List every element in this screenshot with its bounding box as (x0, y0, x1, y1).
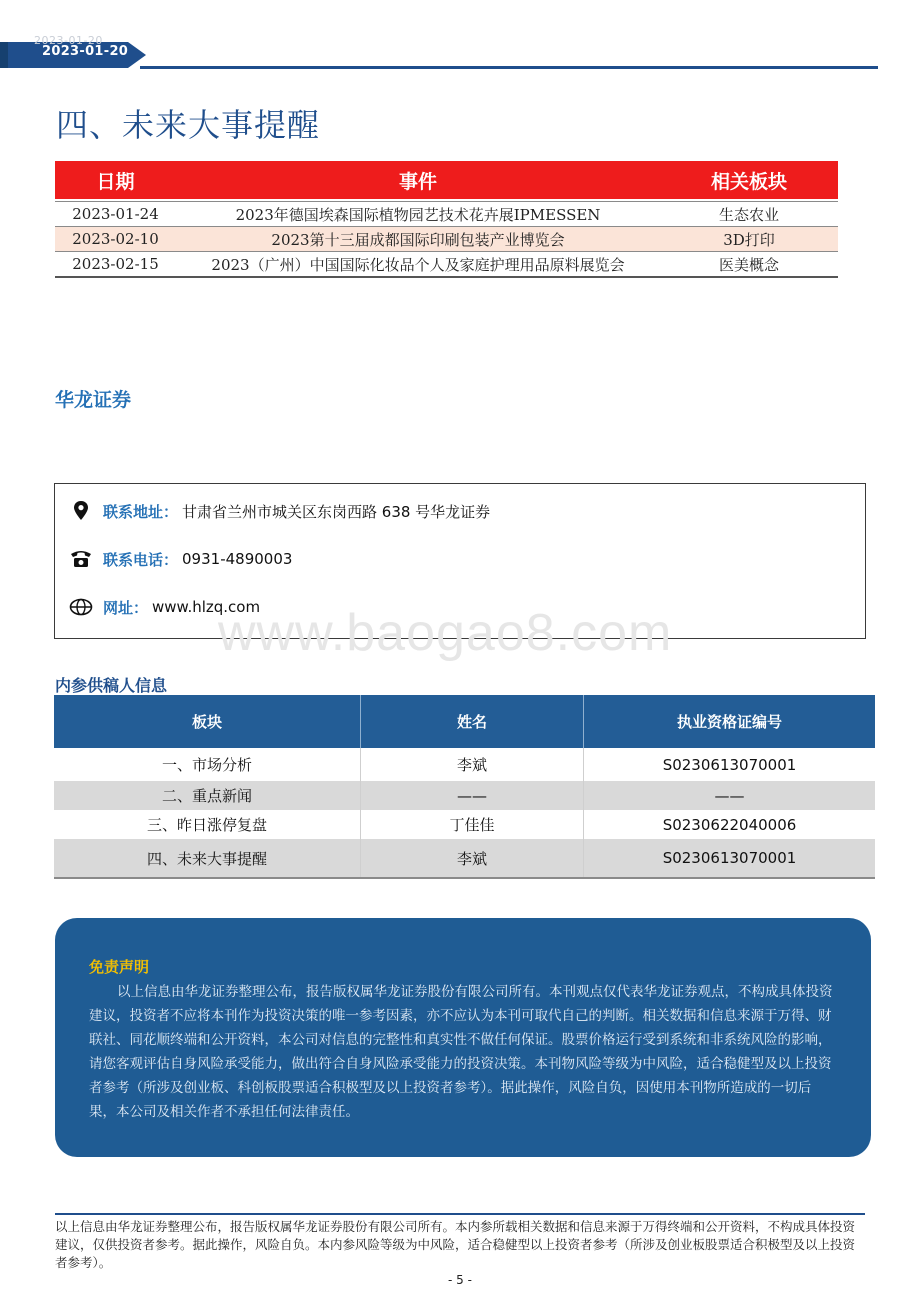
brand-name: 华龙证券 (55, 389, 132, 411)
contributors-header-row (54, 695, 875, 748)
date-ghost-text: 2023-01-20 (34, 34, 103, 47)
disclaimer-title: 免责声明 (89, 958, 150, 976)
footer-rule (55, 1213, 865, 1215)
contact-phone-row (69, 548, 292, 570)
contributors-header-section: 板块 (54, 695, 361, 748)
contributor-name: 李斌 (361, 748, 584, 781)
location-pin-icon (69, 500, 93, 522)
table-row (54, 781, 875, 810)
contributor-name: 李斌 (361, 839, 584, 878)
table-row (54, 810, 875, 839)
table-row (54, 839, 875, 878)
table-row (55, 201, 838, 226)
table-row (55, 226, 838, 251)
contributor-section: 三、昨日涨停复盘 (54, 810, 361, 839)
contributor-cert: S0230613070001 (584, 748, 876, 781)
event-name: 2023（广州）中国国际化妆品个人及家庭护理用品原料展览会 (211, 255, 625, 274)
watermark: www.baogao8.com (218, 604, 673, 662)
contributors-header-cert: 执业资格证编号 (584, 695, 876, 748)
telephone-icon (69, 548, 93, 570)
contributor-name: 丁佳佳 (361, 810, 584, 839)
report-date: 2023-01-20 (42, 44, 129, 59)
table-row (55, 251, 838, 278)
disclaimer-body: 以上信息由华龙证券整理公布，报告版权属华龙证券股份有限公司所有。本刊观点仅代表华龙证券观点，不构成具体投资建议，投资者不应将本刊作为投资决策的唯一参考因素，亦不应认为本刊可取代自己的判断。相关数据和信息来源于万得、财联社、同花顺终端和公开资料，本公司对信息的完整性和真实性不做任何保证。股票价格运行受到系统和非系统风险的影响，请您客观评估自身风险承受能力，做出符合自身风险承受能力的投资决策。本刊物风险等级为中风险，适合稳健型及以上投资者参考（所涉及创业板、科创板股票适合积极型及以上投资者参考）。据此操作，风险自负，因使用本刊物所造成的一切后果，本公司及相关作者不承担任何法律责任。 (89, 984, 833, 1120)
event-name: 2023年德国埃森国际植物园艺技术花卉展IPMESSEN (235, 205, 601, 224)
disclaimer-box (55, 918, 871, 1157)
contributor-section: 四、未来大事提醒 (54, 839, 361, 878)
events-header-date: 日期 (96, 170, 135, 193)
events-header-sector: 相关板块 (710, 170, 787, 193)
contributor-name: —— (361, 781, 584, 810)
contributor-section: 二、重点新闻 (54, 781, 361, 810)
contributors-title: 内参供稿人信息 (55, 676, 168, 695)
event-date: 2023-02-15 (72, 255, 159, 273)
footer-text: 以上信息由华龙证券整理公布，报告版权属华龙证券股份有限公司所有。本内参所载相关数据和信息来源于万得终端和公开资料，不构成具体投资建议，仅供投资者参考。据此操作，风险自负。本内参风险等级为中风险，适合稳健型以上投资者参考（所涉及创业板股票适合积极型及以上投资者参考）。 (55, 1219, 856, 1270)
phone-value: 0931-4890003 (182, 550, 293, 568)
contributor-cert: S0230622040006 (584, 810, 876, 839)
event-sector: 生态农业 (718, 205, 779, 224)
event-date: 2023-02-10 (72, 230, 159, 248)
event-name: 2023第十三届成都国际印刷包装产业博览会 (271, 230, 565, 249)
page-number: - 5 - (448, 1273, 472, 1287)
events-header-event: 事件 (398, 170, 437, 193)
events-header-row (55, 161, 838, 199)
contributors-table (54, 695, 875, 879)
address-value: 甘肃省兰州市城关区东岗西路 638 号华龙证券 (182, 502, 491, 521)
globe-icon (69, 596, 93, 618)
section-title: 四、未来大事提醒 (56, 106, 321, 144)
header-rule (140, 66, 878, 69)
address-label: 联系地址： (103, 502, 179, 521)
contributor-cert: S0230613070001 (584, 839, 876, 878)
event-sector: 医美概念 (718, 255, 779, 274)
events-table (55, 161, 838, 278)
web-label: 网址： (103, 598, 149, 617)
event-date: 2023-01-24 (72, 205, 159, 223)
web-value[interactable]: www.hlzq.com (152, 598, 261, 616)
contact-address-row (69, 500, 490, 522)
event-sector: 3D打印 (723, 230, 775, 249)
phone-label: 联系电话： (103, 550, 179, 569)
table-row (54, 748, 875, 781)
contributor-cert: —— (584, 781, 876, 810)
contributors-header-name: 姓名 (361, 695, 584, 748)
contributor-section: 一、市场分析 (54, 748, 361, 781)
